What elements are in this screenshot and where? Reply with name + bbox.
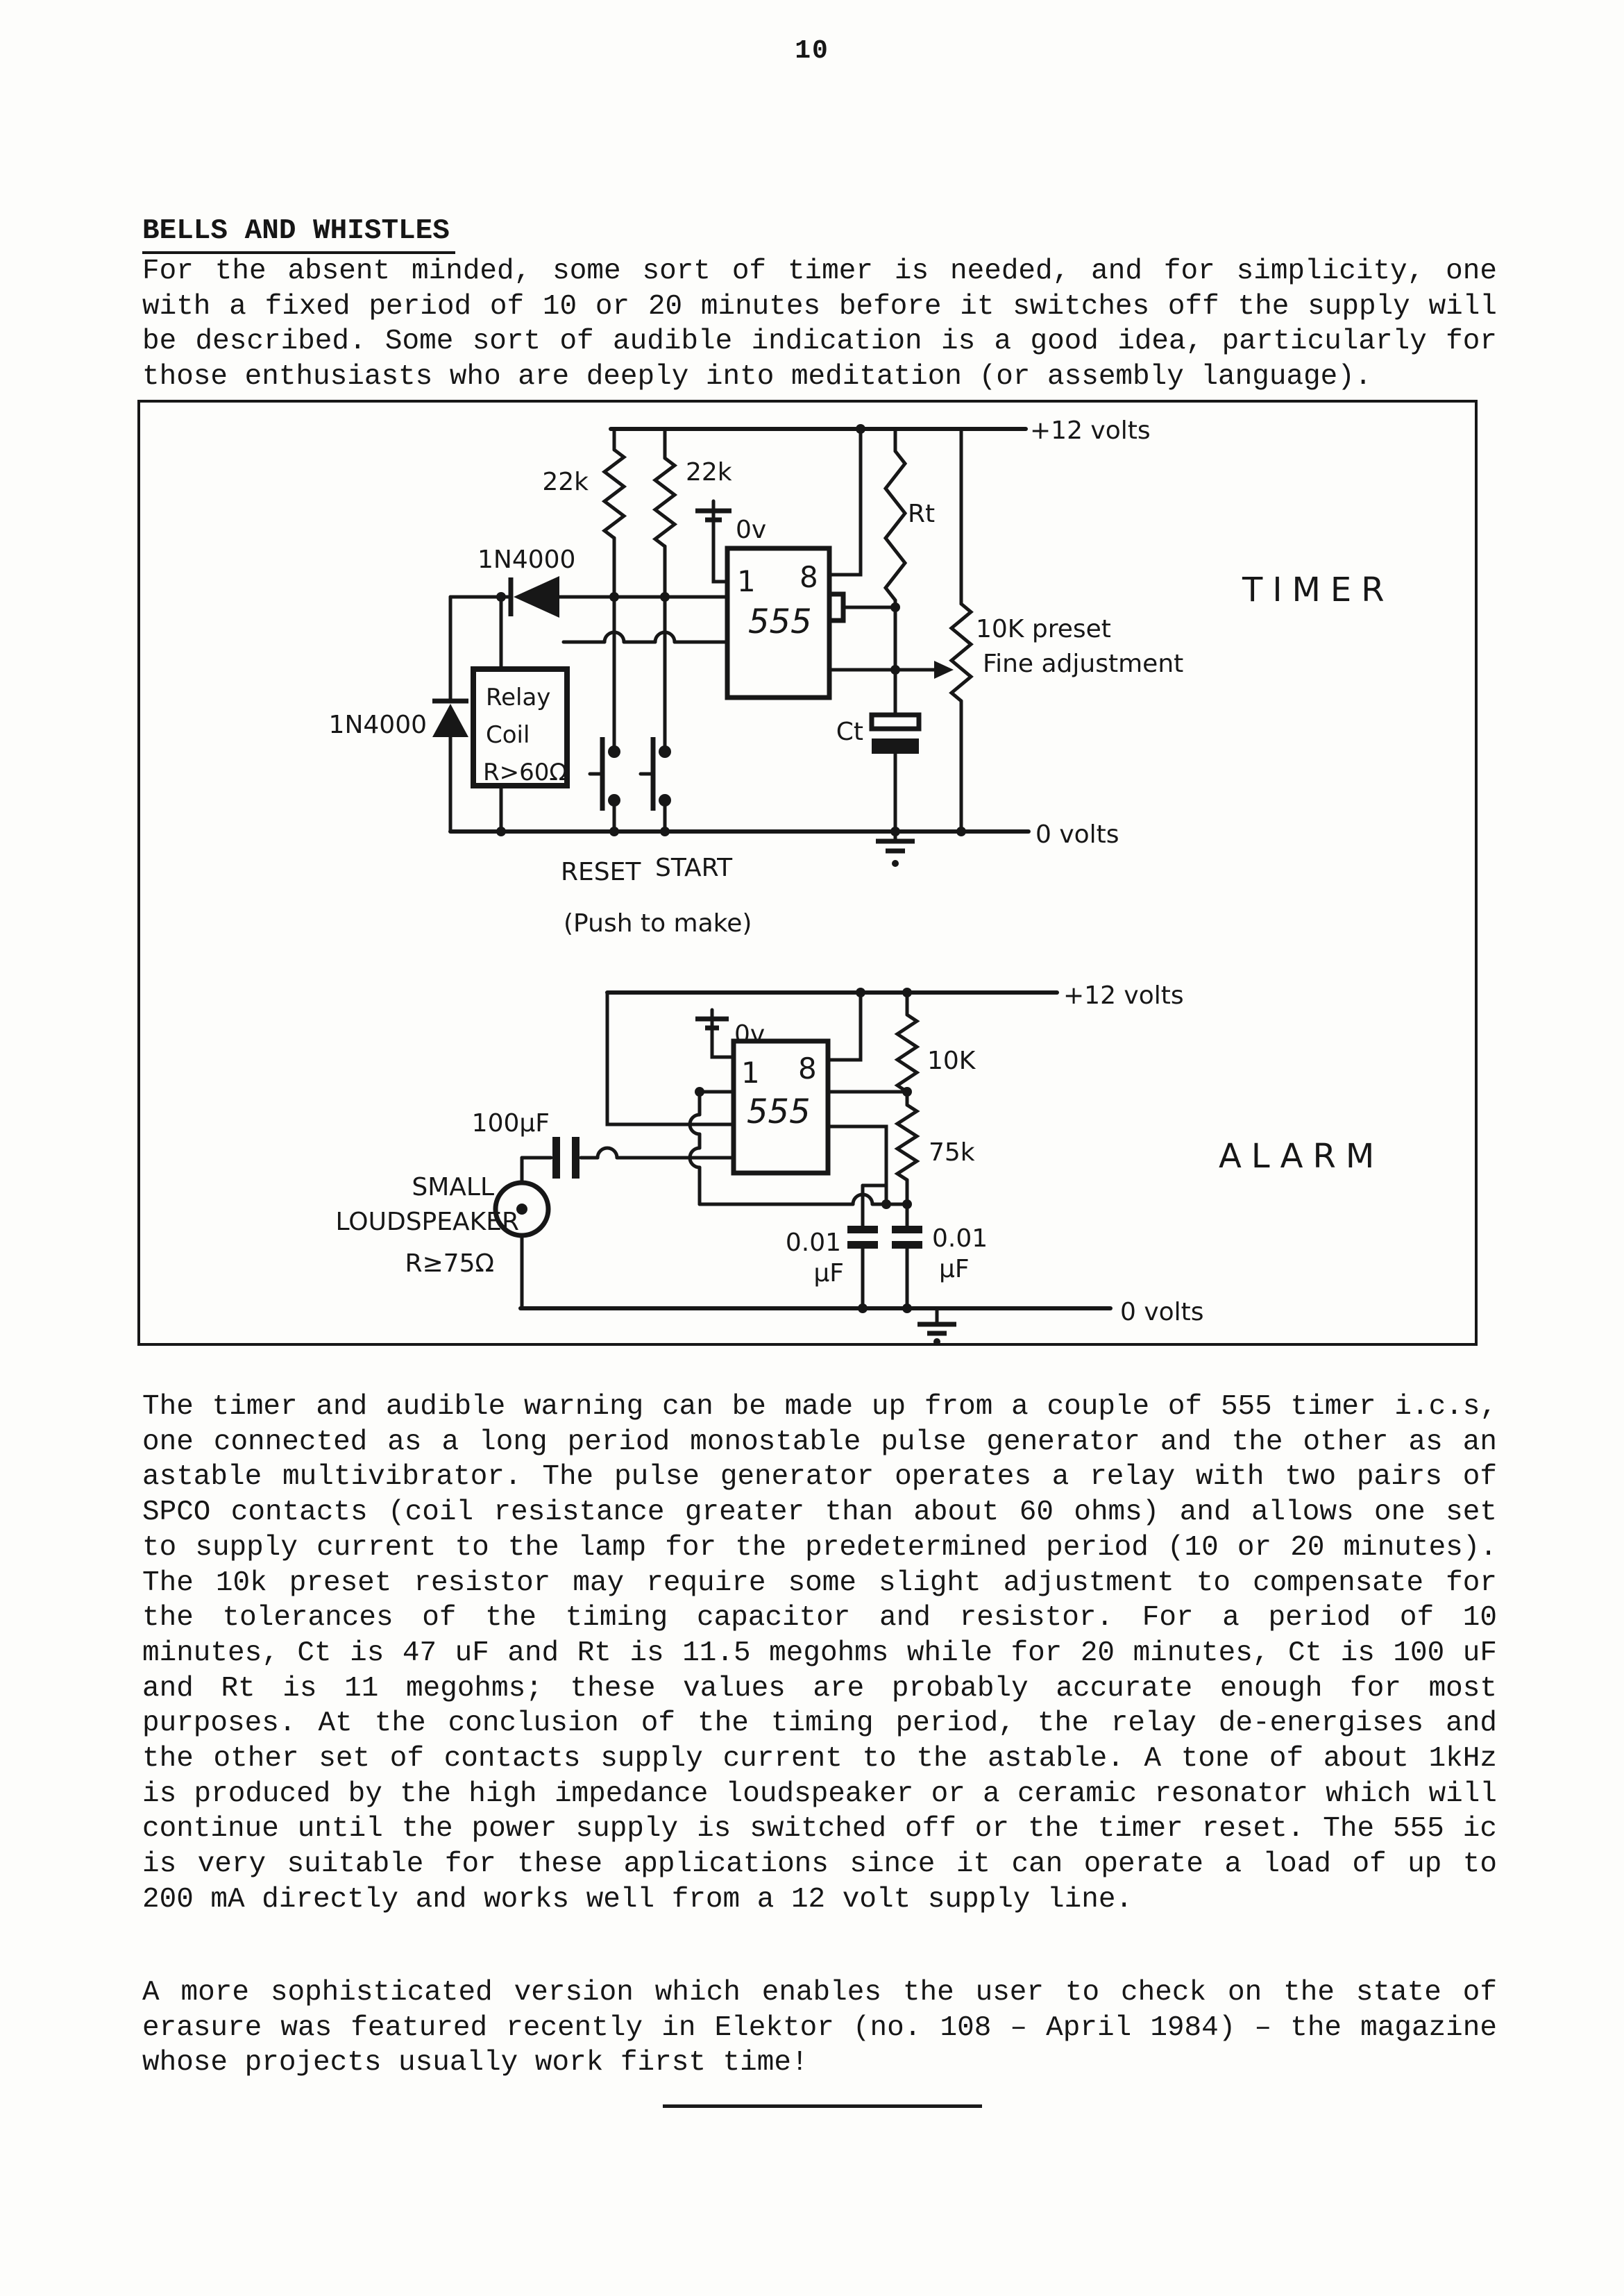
timer-title: TIMER: [1242, 571, 1394, 609]
relay-label-3: R>60Ω: [483, 759, 568, 786]
timer-ic-label: 555: [748, 602, 812, 641]
diode-1n4000-series: [450, 546, 727, 618]
timer-rail-bottom-label: 0 volts: [1035, 820, 1119, 849]
diode-series-label: 1N4000: [477, 546, 576, 574]
timer-gnd-label: 0v: [736, 516, 767, 544]
preset-10k: [829, 429, 1183, 832]
timer-output-wire: [829, 594, 900, 621]
timer-ground-0v-icon: [695, 501, 766, 582]
capacitor-001-right: [892, 1204, 988, 1308]
start-switch: [641, 597, 671, 832]
svg-text:75k: 75k: [929, 1138, 975, 1167]
alarm-gnd-label: 0v: [734, 1020, 766, 1049]
svg-text:0.01: 0.01: [785, 1229, 841, 1257]
loudspeaker: [336, 1158, 548, 1308]
paragraph-closing: A more sophisticated version which enables the user to check on the state of erasure was featured recently in Elektor (no. 108 – April 1984) – the magazine whose projects usually work first time!: [142, 1977, 1497, 2079]
alarm-earth-icon: [917, 1308, 956, 1345]
svg-text:Ct: Ct: [836, 718, 863, 746]
paragraph-description: The timer and audible warning can be made up from a couple of 555 timer i.c.s, one connected as a long period monostable pulse generator and the other as an astable multivibrator. The pulse generator operates a relay with two pairs of SPCO contacts (coil resistance greater than about 60 ohms) and allows one set to supply current to the lamp for the predetermined period (10 or 20 minutes). The 10k preset resistor may require some slight adjustment to compensate for the tolerances of the timing capacitor and resistor. For a period of 10 minutes, Ct is 47 uF and Rt is 11.5 megohms while for 20 minutes, Ct is 100 uF and Rt is 11 megohms; these values are probably accurate enough for most purposes. At the conclusion of the timing period, the relay de-energises and the other set of contacts supply current to the astable. A tone of about 1kHz is produced by the high impedance loudspeaker or a ceramic resonator which will continue until the power supply is switched off or the timer reset. The 555 ic is very suitable for these applications since it can operate a load of up to 200 mA directly and works well from a 12 volt supply line.: [142, 1391, 1497, 1916]
alarm-ic-label: 555: [747, 1092, 811, 1131]
start-label: START: [655, 854, 733, 882]
circuit-figure: [137, 399, 1478, 1347]
diode-1n4000-flyback: [329, 597, 468, 832]
relay-label-2: Coil: [486, 721, 530, 749]
timer-pin8-wire: [829, 429, 861, 575]
alarm-circuit: [336, 981, 1385, 1345]
svg-text:22k: 22k: [542, 468, 589, 496]
timer-555-ic: [727, 548, 829, 698]
svg-text:10K: 10K: [927, 1047, 976, 1075]
capacitor-100uf: [472, 1109, 734, 1179]
relay-label-1: Relay: [486, 684, 551, 711]
diode-flyback-label: 1N4000: [328, 711, 427, 739]
speaker-label-1: SMALL: [412, 1173, 494, 1201]
speaker-label-3: R≥75Ω: [405, 1249, 494, 1278]
alarm-discharge-wire: [828, 1126, 886, 1204]
push-to-make-label: (Push to make): [564, 909, 752, 938]
cap-100uf-label: 100µF: [471, 1109, 550, 1138]
resistor-10k: [897, 993, 976, 1092]
timer-rail-top-label: +12 volts: [1030, 416, 1151, 445]
svg-text:Rt: Rt: [908, 500, 936, 528]
alarm-timing-node-wire: [700, 1195, 912, 1209]
speaker-label-2: LOUDSPEAKER: [335, 1208, 519, 1236]
timer-circuit: [329, 416, 1394, 938]
alarm-pin2-wire: [690, 1087, 734, 1204]
alarm-rail-bottom-label: 0 volts: [1120, 1298, 1204, 1326]
alarm-pin1: 1: [741, 1056, 760, 1090]
svg-text:µF: µF: [939, 1255, 970, 1283]
timer-pin1: 1: [737, 564, 756, 598]
timer-pin8: 8: [800, 560, 818, 594]
svg-text:0.01: 0.01: [932, 1224, 988, 1253]
svg-text:22k: 22k: [686, 458, 732, 487]
alarm-pin8-wire: [828, 993, 861, 1060]
svg-text:µF: µF: [813, 1259, 844, 1288]
preset-note-label: Fine adjustment: [983, 650, 1184, 678]
alarm-555-ic: [734, 1041, 828, 1173]
alarm-rail-top-label: +12 volts: [1063, 981, 1184, 1010]
timer-trigger-wire: [564, 632, 727, 642]
alarm-title: ALARM: [1219, 1137, 1385, 1176]
section-heading: BELLS AND WHISTLES: [142, 215, 455, 254]
preset-value-label: 10K preset: [976, 615, 1111, 643]
alarm-ground-0v-icon: [695, 1010, 765, 1057]
timer-earth-icon: [876, 832, 915, 867]
end-rule: [663, 2104, 982, 2108]
relay-coil: [473, 597, 567, 832]
paragraph-intro: For the absent minded, some sort of timer is needed, and for simplicity, one with a fixed period of 10 or 20 minutes before it switches off the supply will be described. Some sort of audible indication is a good idea, particularly for those enthusiasts who are deeply into meditation (or assembly language).: [142, 255, 1497, 394]
page-number: 10: [795, 36, 829, 66]
capacitor-ct: [836, 715, 919, 832]
resistor-75k: [897, 1092, 975, 1204]
reset-switch: [590, 597, 620, 832]
alarm-pin8: 8: [798, 1052, 817, 1086]
reset-label: RESET: [561, 858, 641, 886]
